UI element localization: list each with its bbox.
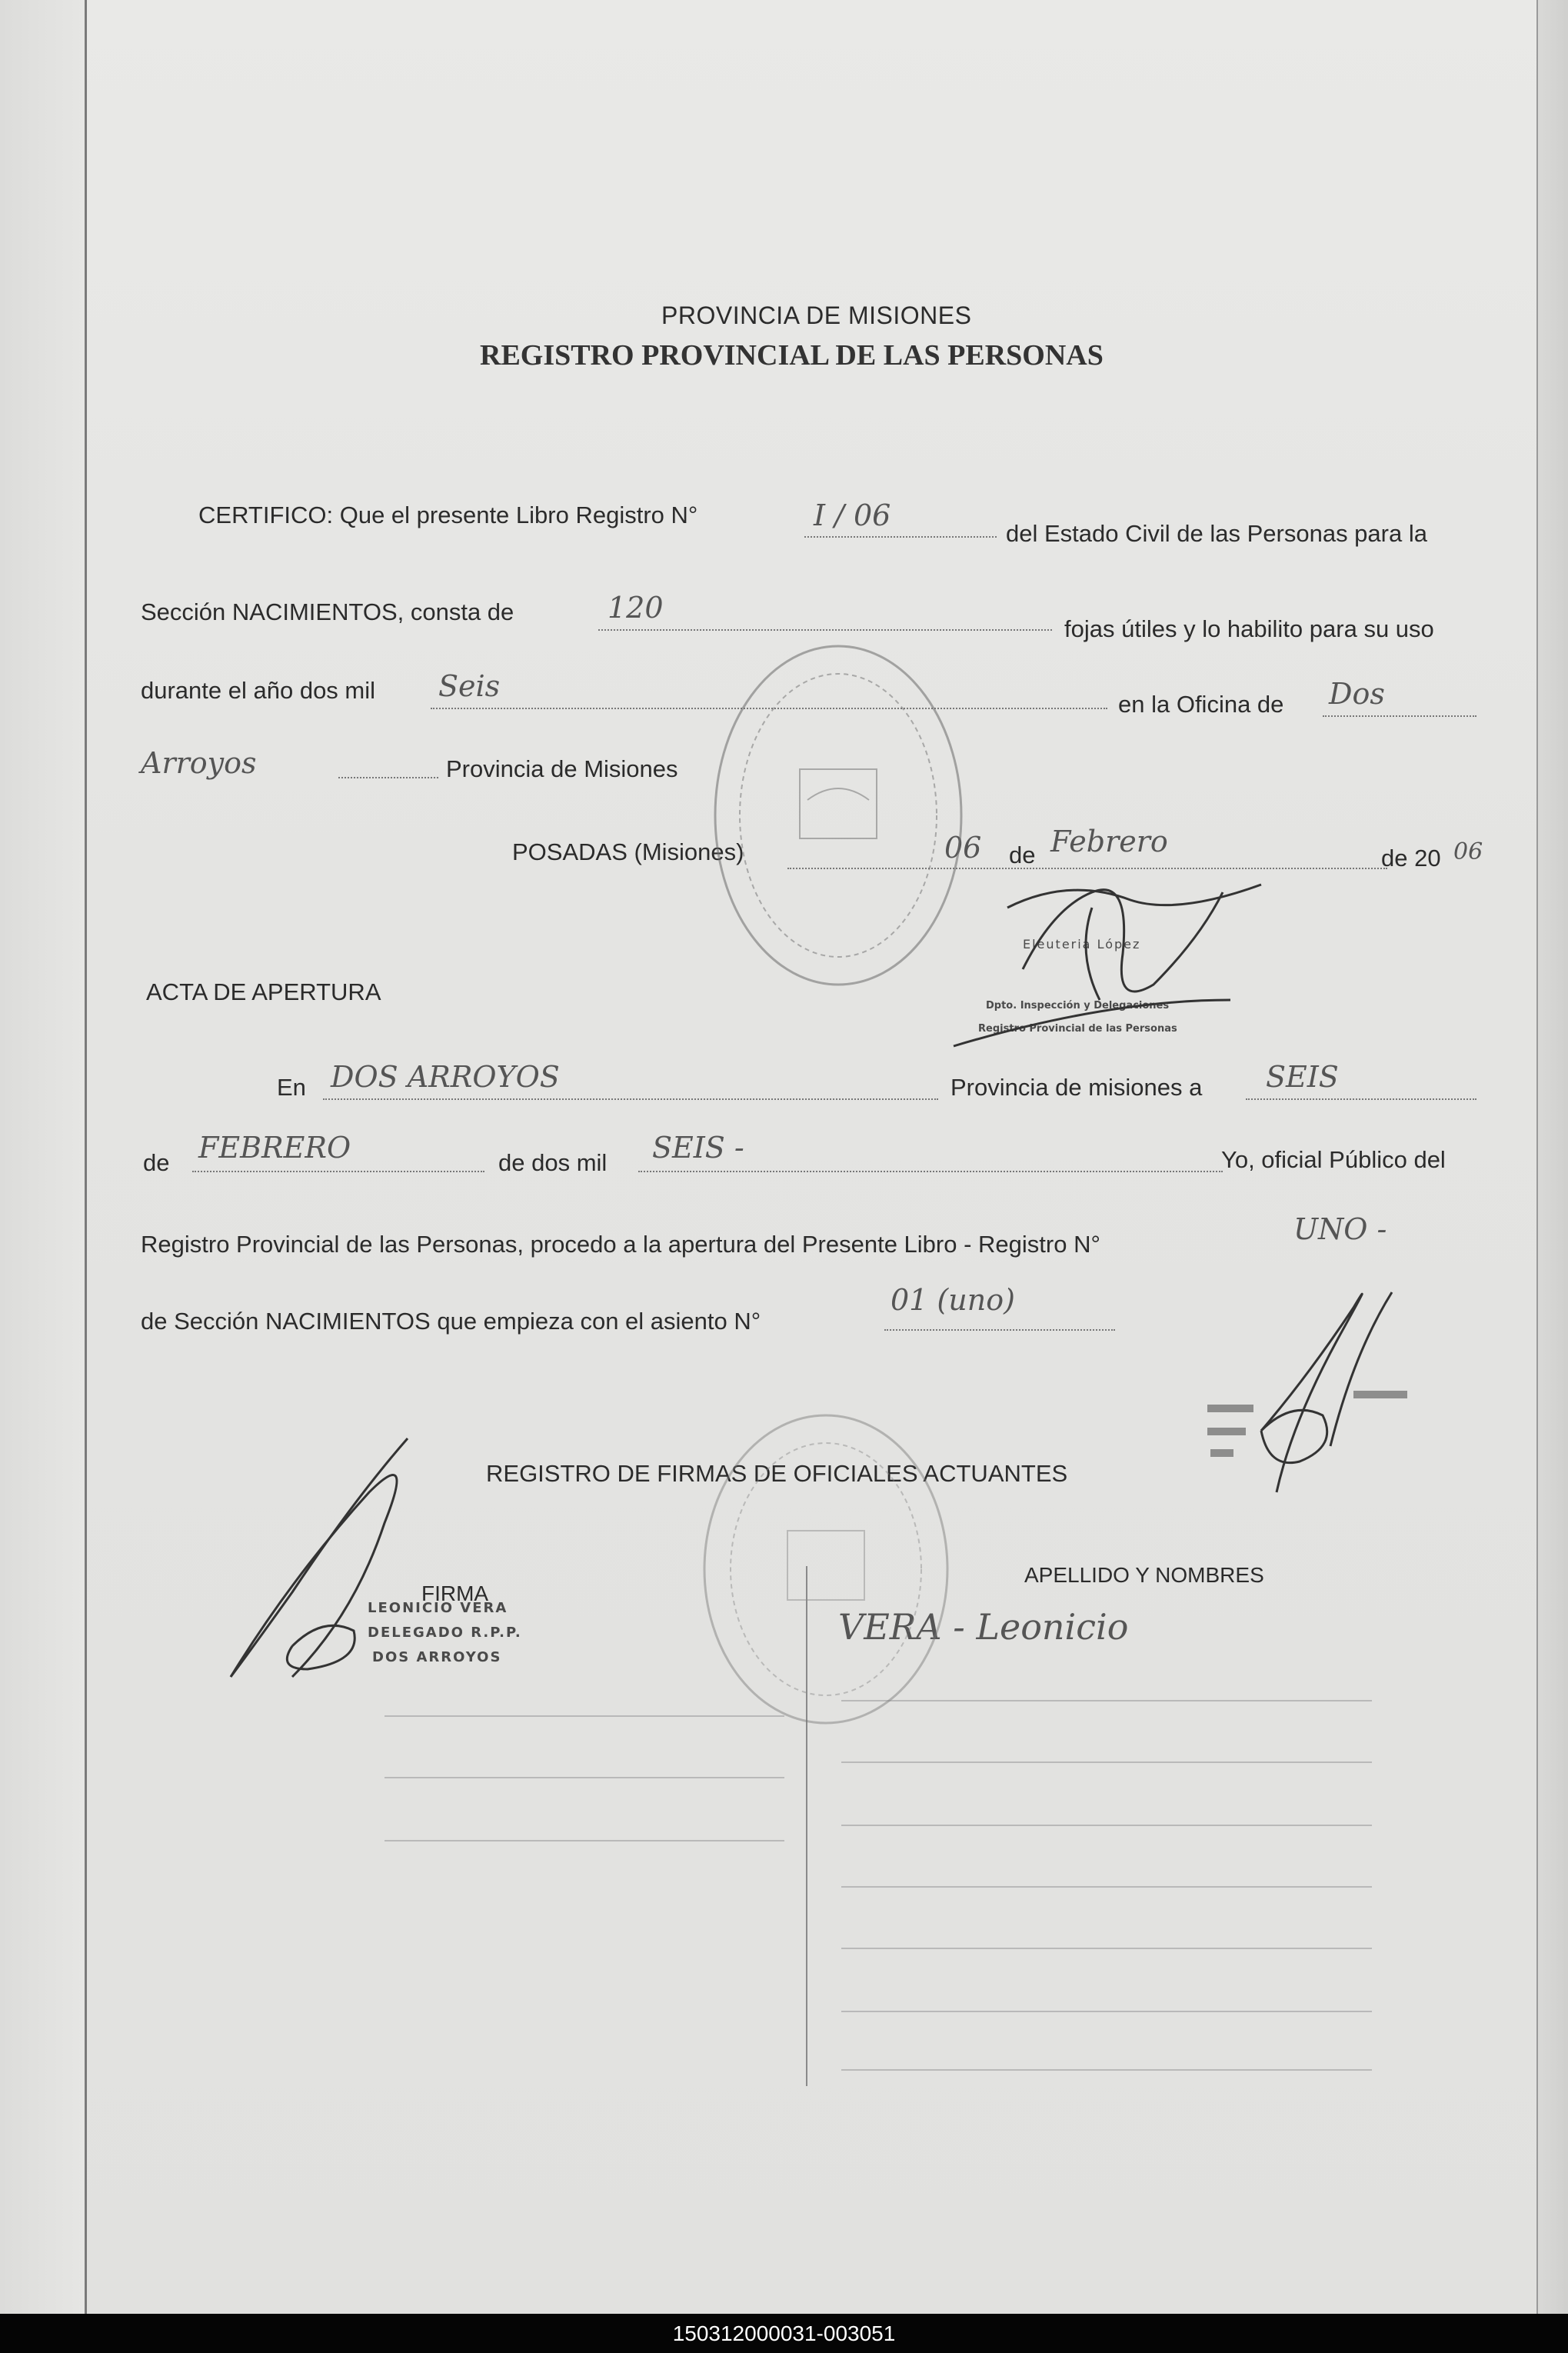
opening-place-value: DOS ARROYOS [331, 1060, 560, 1094]
opening-de-label: de [143, 1149, 170, 1176]
cert-line4-suffix: Provincia de Misiones [446, 755, 678, 782]
cert-month-value: Febrero [1050, 825, 1168, 858]
signature-leonicio-vera [231, 1438, 408, 1677]
signatures-title: REGISTRO DE FIRMAS DE OFICIALES ACTUANTES [486, 1460, 1068, 1487]
cert-book-number: I / 06 [814, 498, 891, 532]
cert-place-label: POSADAS (Misiones) [512, 838, 744, 865]
opening-en-label: En [277, 1074, 306, 1101]
opening-month-value: FEBRERO [198, 1131, 351, 1165]
registry-heading: REGISTRO PROVINCIAL DE LAS PERSONAS [480, 339, 1104, 372]
cert-line3-suffix: en la Oficina de [1118, 691, 1284, 718]
stamp-left-line-2: DELEGADO R.P.P. [368, 1625, 522, 1641]
opening-year-label: de dos mil [498, 1149, 608, 1176]
stamp-left-line-3: DOS ARROYOS [372, 1649, 502, 1665]
cert-line1-label: CERTIFICO: Que el presente Libro Registro N° [198, 502, 698, 528]
cert-year-value: Seis [438, 669, 501, 703]
document-id-bar [0, 2314, 1568, 2353]
cert-line2-label: Sección NACIMIENTOS, consta de [141, 598, 514, 625]
officer-name-value: VERA - Leonicio [838, 1606, 1129, 1648]
official-seal-upper [715, 646, 961, 985]
opening-entry-value: 01 (uno) [891, 1283, 1015, 1317]
signature-officer-top [954, 885, 1261, 1046]
stamp-officer-line-3: Registro Provincial de las Personas [978, 1023, 1177, 1035]
opening-officer-label: Yo, oficial Público del [1221, 1146, 1446, 1173]
stamp-officer-line-1: Eleuteria López [1023, 937, 1141, 952]
opening-year-value: SEIS - [652, 1131, 744, 1165]
stamp-left-line-1: LEONICIO VERA [368, 1600, 508, 1616]
stamp-officer-line-2: Dpto. Inspección y Delegaciones [986, 1000, 1170, 1012]
names-column-header: APELLIDO Y NOMBRES [1024, 1563, 1264, 1587]
cert-line2-suffix: fojas útiles y lo habilito para su uso [1064, 615, 1434, 642]
cert-pages-value: 120 [608, 591, 664, 625]
opening-title: ACTA DE APERTURA [146, 978, 381, 1005]
opening-day-value: SEIS [1266, 1060, 1339, 1094]
cert-line3-label: durante el año dos mil [141, 677, 376, 704]
document-id: 150312000031-003051 [672, 2321, 896, 2345]
opening-province-label: Provincia de misiones a [950, 1074, 1203, 1101]
opening-book-value: UNO - [1293, 1212, 1387, 1246]
signature-column-header: FIRMA [421, 1581, 489, 1605]
official-seal-lower [704, 1415, 947, 1723]
opening-line3: Registro Provincial de las Personas, procedo a la apertura del Presente Libro - Registro N° [141, 1231, 1100, 1258]
cert-year-label: de 20 [1381, 845, 1441, 872]
opening-line4: de Sección NACIMIENTOS que empieza con el asiento N° [141, 1308, 761, 1335]
cert-office-value-1: Dos [1329, 677, 1385, 711]
province-heading: PROVINCIA DE MISIONES [661, 302, 972, 329]
cert-year-digits: 06 [1453, 838, 1483, 865]
cert-de-label: de [1009, 842, 1036, 868]
cert-day-value: 06 [944, 831, 982, 865]
cert-office-value-2: Arroyos [141, 746, 257, 780]
cert-line1-suffix: del Estado Civil de las Personas para la [1006, 520, 1427, 547]
